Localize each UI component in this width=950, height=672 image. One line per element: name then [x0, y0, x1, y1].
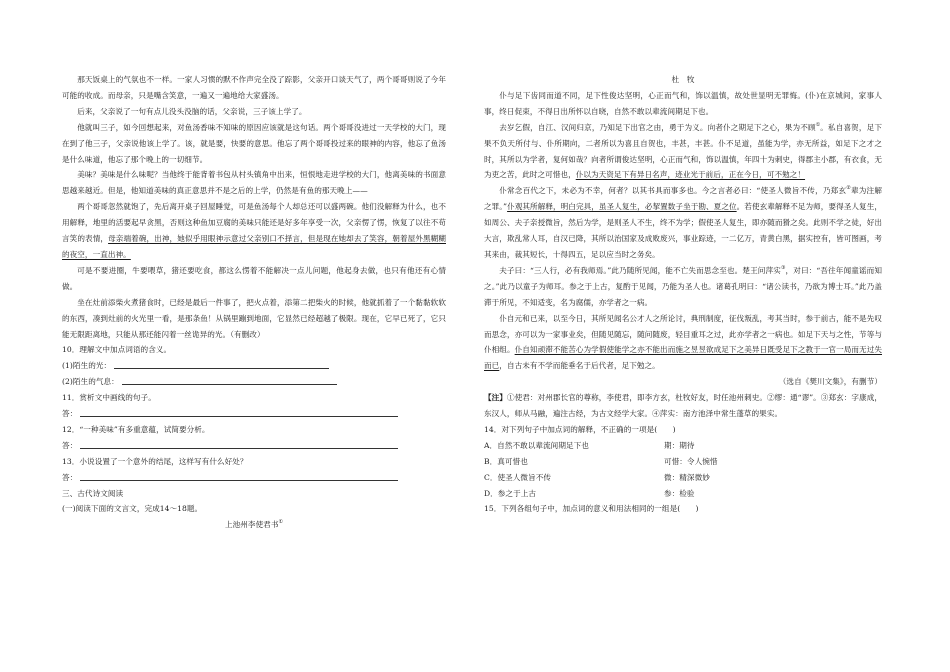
option-sentence: A．自然不敢以辈流间期足下也 — [484, 440, 589, 450]
source-citation: （选自《樊川文集》，有删节） — [778, 377, 882, 387]
question-10-item-2 — [62, 374, 446, 390]
paragraph-text: 。若使玄辈解释不足为师，要得圣人复生，如周公、夫子亲授微旨，然后为学，是则圣人不生，终不为学；假使圣人复生，即亦随而猾之矣。此则不学之徒，好出大言，欺乱常人耳，自汉已降，其所以治国家及成败废兴，事业踪迹，一二亿万，青黄白黑，据实控有，皆可图画，考其来由，裁其短长，十得四五，足以应当时之务矣。 — [484, 202, 882, 259]
question-12: 12．“一种美味”有多重意蕴，试简要分析。 — [62, 424, 210, 434]
option-b[interactable] — [484, 454, 882, 470]
paragraph-text: 夫子曰：“三人行，必有我师焉。”此乃随所见闻，能不亡失而思念至也。楚王问萍实 — [499, 265, 781, 275]
left-column — [62, 72, 446, 533]
letter-paragraph-1: 仆与足下齿同而道不同，足下性俊达坚明，心正而气和，饰以温慎，故处世显明无罪悔。(仆)在京城间，家事人事，终日促束，不得日出所怀以自晓，自然不敢以辈流间期足下也。 — [484, 90, 882, 116]
story-paragraph-6: 可是不要进圈，牛要喂草，猪还要吃食，都这么愣着不能解决一点儿问题，他起身去做，也只有他还有心情做。 — [62, 265, 446, 291]
option-sentence: B．真可惜也 — [484, 456, 528, 466]
question-14-options — [484, 438, 882, 502]
author-name: 杜 牧 — [671, 75, 695, 84]
underlined-sentence: 母亲端着碗，出神，她似乎用眼神示意过父亲别口不择言，但是现在她却去了笑容，朝着屋外黑糊糊的夜空，一直出神。 — [62, 234, 446, 259]
underlined-sentence: 仆以为天资足下有异日名声，迹业光于前后，正在今日，可不勉之！ — [575, 170, 806, 180]
answer-label: 答： — [62, 472, 78, 482]
letter-paragraph-2 — [484, 120, 882, 184]
footnotes — [484, 390, 882, 422]
option-c[interactable] — [484, 470, 882, 486]
story-paragraph-4: 美味？美味是什么味呢？当他终于能背着书包从村头镇角中出来，恒恨地走进学校的大门，他离美味的书面意思越来越近。但是，他知道美味的真正意思并不是之后的上学，仍然是有鱼的那天晚上—— — [62, 170, 446, 196]
option-d[interactable] — [484, 486, 882, 502]
footnote-marker: ③ — [780, 264, 786, 271]
question-14: 14．对下列句子中加点词的解释，不正确的一项是( ) — [484, 424, 676, 434]
paragraph-text: ，自古未有不学而能垂名于后代者，足下勉之。 — [499, 361, 660, 371]
letter-paragraph-4 — [484, 263, 882, 311]
answer-line[interactable] — [114, 359, 329, 369]
option-gloss: 微：精深微妙 — [664, 472, 710, 482]
option-gloss: 可惜：令人惋惜 — [664, 456, 718, 466]
answer-line[interactable] — [122, 375, 337, 385]
note-tag: 【注】 — [484, 393, 507, 403]
story-paragraph-7 — [62, 295, 446, 343]
letter-title-text: 上池州李使君书 — [224, 520, 279, 530]
right-column — [484, 72, 882, 517]
answer-line[interactable] — [80, 407, 398, 417]
answer-label: 答： — [62, 409, 78, 419]
paragraph-text: 坐在灶前添柴火煮猪食时，已经是最后一件事了，把火点着，添第二把柴火的时候，他就抓着了一个黏黏软软的东西，凑到灶前的火光里一看，是那条鱼！从锅里蹦到地面，它显然已经超越了极限。现在，它早已死了， — [62, 297, 446, 323]
option-a[interactable] — [484, 438, 882, 454]
paragraph-text: 去岁乞假，自江、汉间归京，乃知足下出官之由，勇于为义。向者仆之期足下之心，果为不顾 — [499, 122, 816, 132]
footnote-marker: ① — [278, 519, 284, 526]
option-sentence: D．参之于上古 — [484, 488, 537, 498]
story-paragraph-1: 那天饭桌上的气氛也不一样。一家人习惯的默不作声完全没了踪影，父亲开口谈天气了，两个哥哥则说了今年可能的收成。而母亲，只是嘴含笑意，一遍又一遍地给大家盛汤。 — [62, 75, 446, 100]
question-13: 13．小说设置了一个意外的结尾，这样写有什么好处？ — [62, 456, 248, 466]
option-sentence: C．使圣人微旨不传 — [484, 472, 552, 482]
answer-row-12 — [62, 438, 446, 454]
footnote-marker: ① — [815, 121, 821, 128]
question-11: 11．赏析文中画线的句子。 — [62, 393, 156, 403]
paragraph-text: ，对曰：“吾往年闻童谣而知之。”此乃以童子为师耳。参之于上古，复酌于见闻，乃能为圣人也。诸葛孔明曰：“诸公读书，乃欲为博士耳。”此乃盖滞于所见，不知适变，名为腐儒，亦学者之一病。 — [484, 265, 882, 307]
letter-paragraph-3 — [484, 183, 882, 263]
answer-row-11 — [62, 406, 446, 422]
story-paragraph-2: 后来，父亲说了一句有点儿没头没脑的话，父亲说，三子该上学了。 — [77, 106, 307, 116]
option-gloss: 参：检验 — [664, 488, 695, 498]
letter-title — [62, 517, 446, 533]
answer-line[interactable] — [80, 439, 398, 449]
question-10: 10．理解文中加点词语的含义。 — [62, 345, 172, 355]
question-10-item-1 — [62, 358, 446, 374]
paragraph-text: ，只能从那还能闪着一丝诡异的光。（有删改） — [107, 329, 265, 339]
option-gloss: 期：期待 — [664, 440, 695, 450]
underlined-sentence: 仆观其所解释，明白完具，虽圣人复生，必挈置数子坐于勘、夏之位 — [507, 202, 737, 212]
paragraph-text: 仆常念百代之下，未必为不幸，何者？以其书具而事多也。今之言者必曰：“使圣人微旨不传，乃郑玄 — [499, 186, 847, 196]
note-text: ①使君：对州郡长官的尊称，李使君，即李方玄，杜牧好友，时任池州刺史。②缪：通“谬”。③郑玄：字康成，东汉人，师从马融，遍注古经，为古文经学大家。④萍实：南方池泽中常生蓬草的果实。 — [484, 393, 882, 419]
paragraph-text: 两个哥哥忽然就饱了，先后离开桌子回屋睡觉，可是鱼汤每个人却总还可以盛两碗。他们没解释为什么，也不用解释，地里的活要起早贪黑，否则这种鱼加豆腐的美味只能还是好多年享受一次，父亲愣了愣，恢复了以往不苟言笑的表情， — [62, 202, 446, 244]
underlined-sentence: 仆自知顽滞不能苦心为学假使能学之亦不能出而施之昱昱欲成足下之美异日既受足下之教于一官一局而无过失而已 — [484, 345, 882, 371]
answer-line[interactable] — [80, 471, 398, 481]
item-label: (2)陌生的气息： — [62, 377, 119, 387]
letter-paragraph-5 — [484, 311, 882, 375]
answer-label: 答： — [62, 440, 78, 450]
paragraph-text: 。私自喜贺，足下果不负天所付与、仆所期向，二者所以为喜且自贺也，丰甚，丰甚。仆不足道，虽能为学，亦无所益，如足下之才之时，其所以为学者，复何如哉？向者所谓俊达坚明，心正而气和，饰以温慎，年四十为刺史，得郡主小郡，有衣食，无为吏之苦，此时之可惜也， — [484, 122, 882, 180]
paragraph-text: 仆自元和已来，以至今日，其所见闻名公才人之所论讨，典刑制度，征伐叛乱，考其当时，参于前古，能不是先叹而思念，亦可以为一家事业矣，但随见随忘，随问随废，轻目重耳之过，此亦学者之一病也。如足下天与之性，节等与仆相组。 — [484, 313, 882, 355]
paragraph-text: 它只能无限距离地 — [62, 313, 446, 339]
story-paragraph-5 — [62, 199, 446, 263]
question-15: 15．下列各组句子中，加点词的意义和用法相同的一组是( ) — [484, 504, 699, 514]
footnote-marker: ② — [846, 185, 851, 192]
paragraph-text: 辈为注解之罪。” — [484, 186, 882, 212]
story-paragraph-3: 他就叫三子，如今回想起来，对鱼汤香味不知味的原因应该就是这句话。两个哥哥没进过一天学校的大门，现在到了他三子，父亲说他该上学了。该，就是要，快要的意思。他忘了两个哥哥投过来的眼神的内容，他忘了鱼汤是什么味道，他忘了那个晚上的一切细节。 — [62, 122, 446, 164]
answer-row-13 — [62, 470, 446, 486]
item-label: (1)陌生的光： — [62, 361, 112, 371]
section-3-subheading: (一)阅读下面的文言文，完成14～18题。 — [62, 504, 203, 514]
section-3-heading: 三、古代诗文阅读 — [62, 488, 124, 498]
